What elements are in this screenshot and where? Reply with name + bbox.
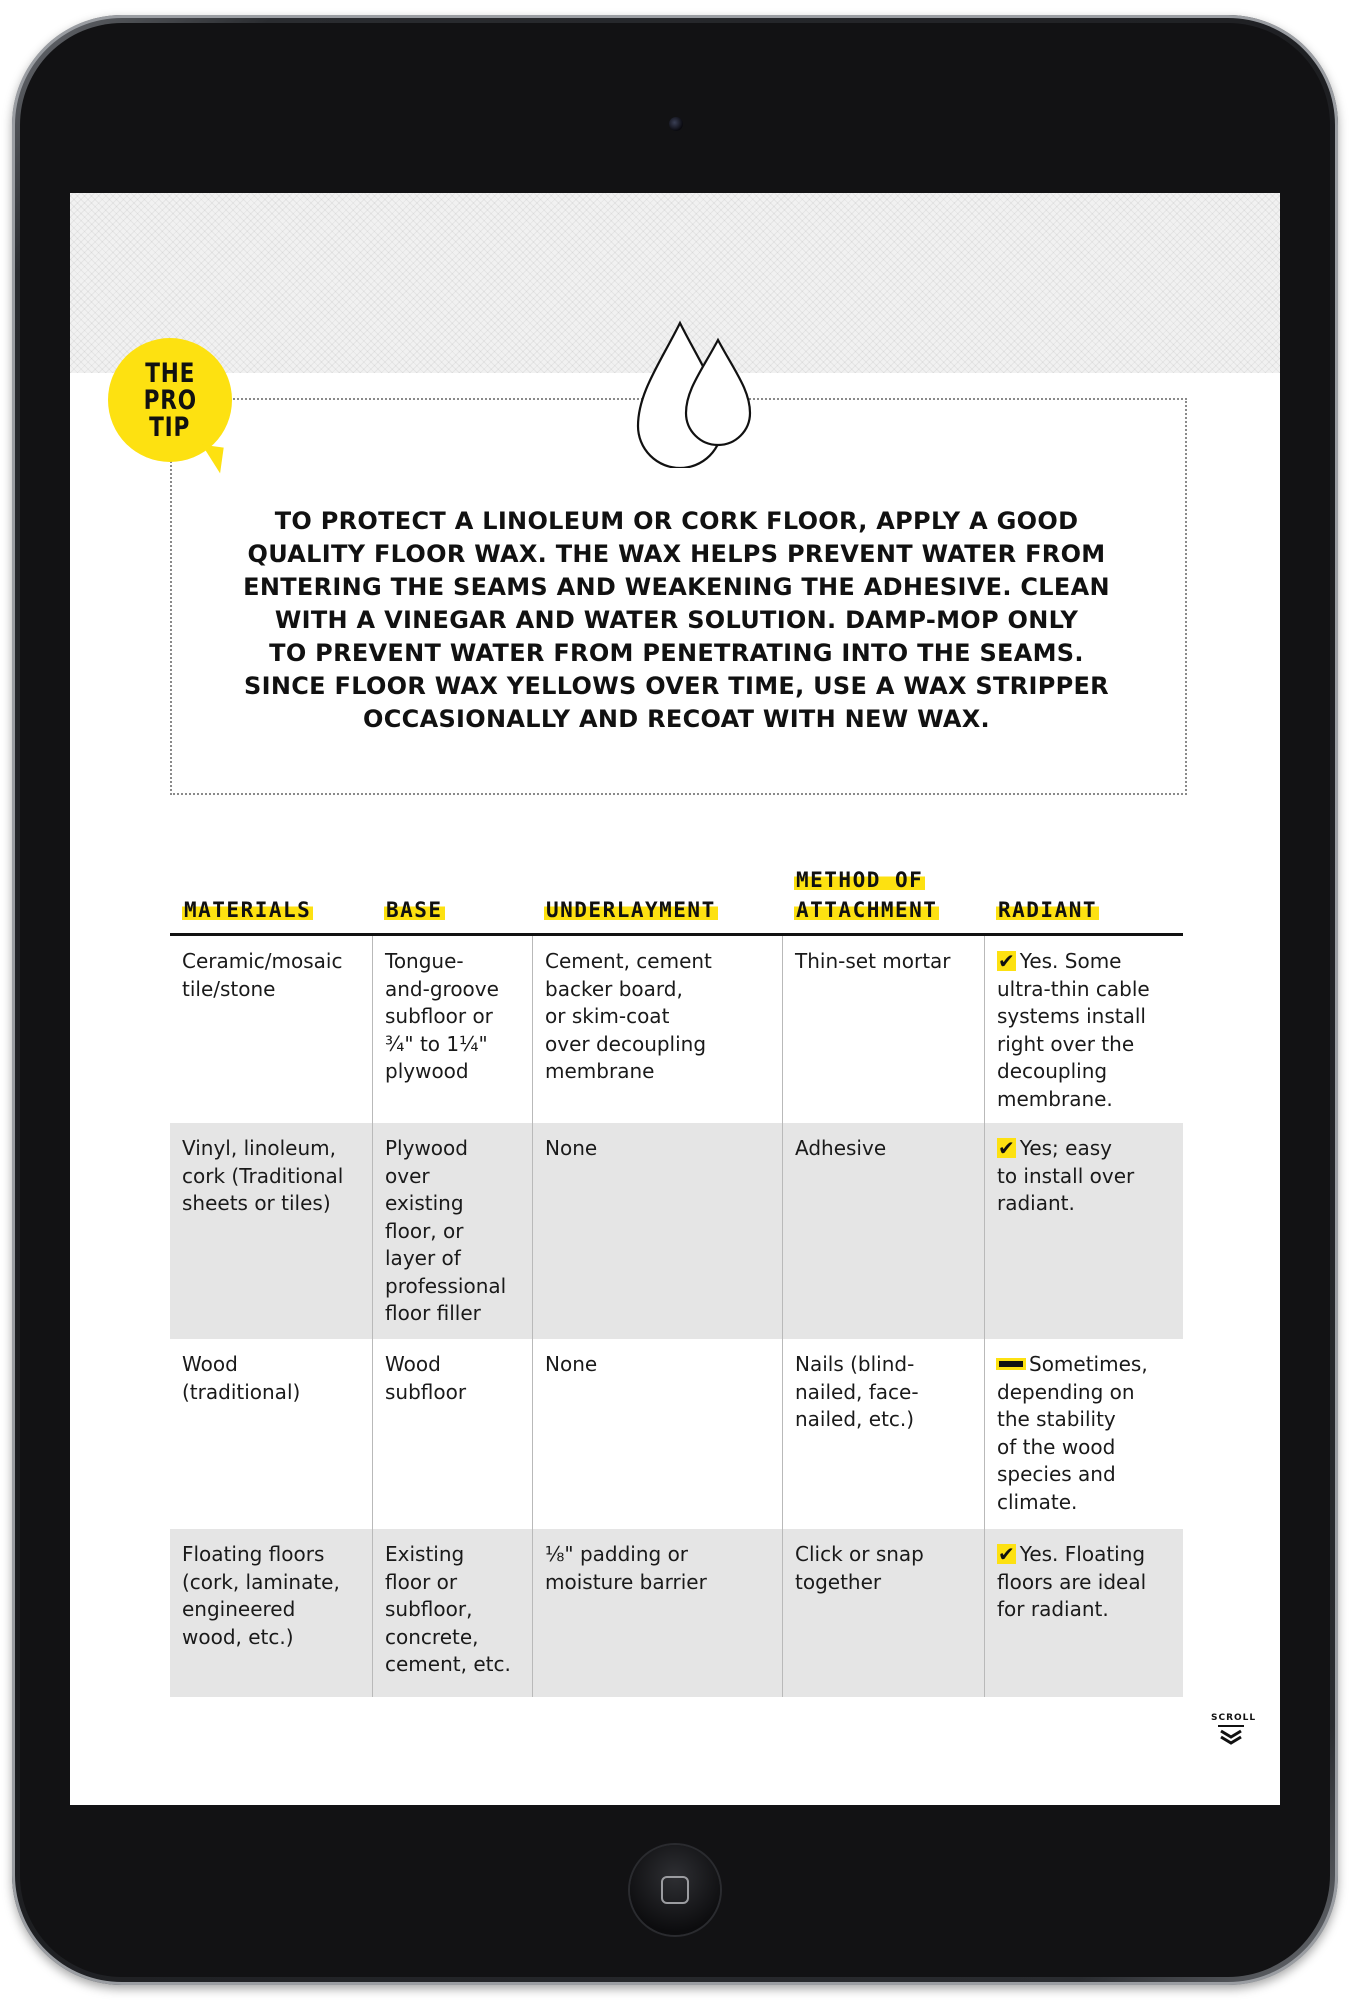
table-row [170, 1529, 1183, 1697]
cell-materials [170, 1339, 372, 1529]
dash-mark-icon [999, 1361, 1023, 1367]
cell-text: Yes. Floating [1019, 1542, 1146, 1566]
badge-line: THE [145, 357, 195, 389]
cell-line: over [385, 1163, 430, 1188]
table-body [170, 936, 1183, 1697]
cell-line: concrete, [385, 1624, 479, 1649]
cell-line: nailed, face- [795, 1379, 919, 1404]
cell-line: cement, etc. [385, 1652, 511, 1676]
cell-base [372, 1123, 532, 1339]
cell-line: Adhesive [795, 1136, 887, 1160]
cell-text: Sometimes, [1029, 1352, 1148, 1376]
cell-line: right over the [997, 1031, 1135, 1056]
cell-line: for radiant. [997, 1597, 1109, 1621]
cell-underlayment [532, 1123, 782, 1339]
cell-line: systems install [997, 1004, 1146, 1028]
check-mark-icon: ✔ [998, 949, 1015, 973]
cell-radiant [984, 1529, 1183, 1697]
pro-tip-text [170, 505, 1183, 736]
cell-attachment [782, 1529, 984, 1697]
cell-line: wood, etc.) [182, 1624, 294, 1649]
header-underlayment [532, 895, 782, 933]
home-square-icon [661, 1876, 689, 1904]
cell-line: engineered [182, 1597, 296, 1621]
cell-underlayment [532, 1339, 782, 1529]
tip-line: QUALITY FLOOR WAX. THE WAX HELPS PREVENT WATER FROM [247, 540, 1106, 568]
cell-line: (traditional) [182, 1379, 301, 1404]
tip-line: SINCE FLOOR WAX YELLOWS OVER TIME, USE A WAX STRIPPER [244, 672, 1109, 700]
cell-attachment [782, 936, 984, 1123]
table-row [170, 936, 1183, 1123]
table-row [170, 1339, 1183, 1529]
cell-line: None [545, 1136, 598, 1160]
cell-line: floor filler [385, 1301, 481, 1325]
cell-line: membrane. [997, 1086, 1113, 1111]
cell-radiant [984, 1123, 1183, 1339]
cell-line: Ceramic/mosaic [182, 949, 343, 973]
tip-line: WITH A VINEGAR AND WATER SOLUTION. DAMP-MOP ONLY [274, 606, 1079, 634]
cell-line: Thin-set mortar [795, 949, 951, 973]
badge-line: PRO [143, 384, 197, 416]
cell-line: the stability [997, 1407, 1116, 1431]
cell-line: subfloor, [385, 1597, 473, 1621]
cell-line: subfloor [385, 1379, 467, 1404]
cell-line: nailed, etc.) [795, 1407, 915, 1431]
cell-radiant [984, 936, 1183, 1123]
cell-line [997, 948, 1171, 976]
cell-line: None [545, 1352, 598, 1376]
cell-line: Cement, cement [545, 949, 712, 973]
cell-base [372, 1339, 532, 1529]
cell-line: climate. [997, 1489, 1078, 1514]
header-attachment [782, 865, 984, 933]
tip-line: TO PREVENT WATER FROM PENETRATING INTO THE SEAMS. [269, 639, 1084, 667]
cell-materials [170, 1123, 372, 1339]
cell-line: floor, or [385, 1218, 464, 1243]
cell-line: subfloor or [385, 1004, 493, 1028]
cell-attachment [782, 1339, 984, 1529]
cell-line: Wood [182, 1352, 238, 1376]
header-label: MATERIALS [184, 898, 312, 922]
water-drops-icon [630, 318, 760, 468]
tip-line: OCCASIONALLY AND RECOAT WITH NEW WAX. [363, 705, 990, 733]
header-label: BASE [386, 898, 443, 922]
cell-text: Yes. Some [1019, 949, 1122, 973]
double-chevron-down-icon [1216, 1723, 1246, 1747]
cell-line: Floating floors [182, 1542, 325, 1566]
cell-materials [170, 936, 372, 1123]
cell-line: Vinyl, linoleum, [182, 1136, 336, 1160]
cell-base [372, 1529, 532, 1697]
cell-line [997, 1541, 1171, 1569]
cell-line: existing [385, 1191, 464, 1215]
screen [70, 193, 1280, 1805]
cell-materials [170, 1529, 372, 1697]
cell-radiant [984, 1339, 1183, 1529]
cell-line: floor or [385, 1569, 458, 1594]
cell-line: of the wood [997, 1434, 1116, 1459]
cell-line: moisture barrier [545, 1569, 707, 1594]
cell-attachment [782, 1123, 984, 1339]
cell-line: Tongue- [385, 949, 464, 973]
header-radiant [984, 895, 1183, 933]
badge-line: TIP [149, 411, 191, 443]
cell-line: over decoupling [545, 1031, 707, 1056]
header-label: METHOD OF [796, 868, 924, 892]
check-mark-icon: ✔ [998, 1136, 1015, 1160]
cell-line: floors are ideal [997, 1569, 1147, 1594]
cell-line: layer of [385, 1246, 461, 1270]
header-label: ATTACHMENT [796, 898, 938, 922]
home-button[interactable] [630, 1845, 720, 1935]
cell-line [997, 1135, 1171, 1163]
cell-line: and-groove [385, 976, 499, 1001]
cell-line: tile/stone [182, 976, 276, 1001]
cell-line: backer board, [545, 976, 683, 1001]
header-label: UNDERLAYMENT [546, 898, 716, 922]
scroll-hint[interactable] [1211, 1713, 1257, 1751]
tip-line: TO PROTECT A LINOLEUM OR CORK FLOOR, APPLY A GOOD [274, 507, 1079, 535]
scroll-label: SCROLL [1211, 1713, 1257, 1723]
cell-line: or skim-coat [545, 1004, 670, 1028]
cell-line: ultra-thin cable [997, 976, 1150, 1001]
cell-text: Yes; easy [1019, 1136, 1112, 1160]
cell-base [372, 936, 532, 1123]
cell-line: sheets or tiles) [182, 1191, 331, 1215]
cell-underlayment [532, 1529, 782, 1697]
cell-line: together [795, 1569, 882, 1594]
pro-tip-badge [108, 338, 232, 462]
cell-line: membrane [545, 1059, 655, 1083]
header-materials [170, 895, 372, 933]
cell-line: species and [997, 1462, 1116, 1486]
front-camera [669, 117, 683, 131]
table-header [170, 858, 1183, 936]
cell-line: depending on [997, 1379, 1135, 1404]
header-label: RADIANT [998, 898, 1098, 922]
check-mark-icon: ✔ [998, 1542, 1015, 1566]
cell-line [997, 1351, 1171, 1379]
tip-line: ENTERING THE SEAMS AND WEAKENING THE ADHESIVE. CLEAN [243, 573, 1110, 601]
cell-line: decoupling [997, 1059, 1108, 1083]
cell-line: Wood [385, 1352, 441, 1376]
flooring-table [170, 858, 1183, 1697]
cell-line: professional [385, 1273, 507, 1298]
header-base [372, 895, 532, 933]
cell-line: Plywood [385, 1136, 468, 1160]
cell-line: ¾" to 1¼" [385, 1031, 488, 1056]
cell-line: ⅛" padding or [545, 1542, 689, 1566]
cell-line: cork (Traditional [182, 1163, 344, 1188]
cell-line: Nails (blind- [795, 1352, 915, 1376]
table-row [170, 1123, 1183, 1339]
cell-line: to install over [997, 1163, 1135, 1188]
cell-line: (cork, laminate, [182, 1569, 340, 1594]
cell-line: Existing [385, 1542, 465, 1566]
cell-line: Click or snap [795, 1542, 924, 1566]
cell-line: radiant. [997, 1191, 1075, 1215]
cell-line: plywood [385, 1059, 469, 1083]
cell-underlayment [532, 936, 782, 1123]
